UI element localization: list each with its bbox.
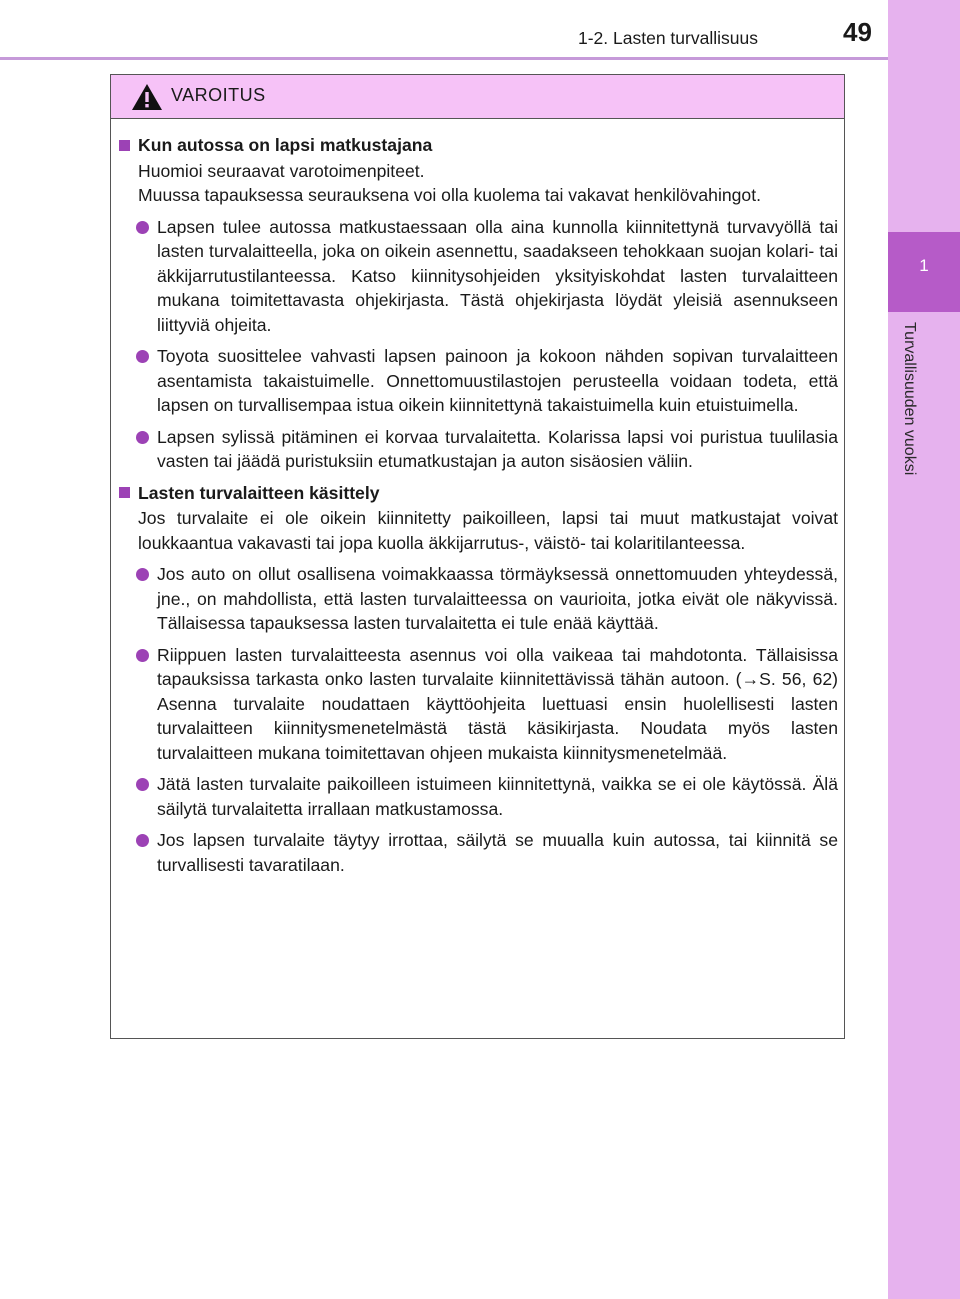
list-item	[117, 344, 838, 418]
section-heading-text: Lasten turvalaitteen käsittely	[138, 482, 380, 503]
chapter-number: 1	[919, 256, 929, 275]
round-bullet-icon	[136, 221, 149, 234]
section-child-passenger	[117, 133, 838, 474]
list-item	[117, 772, 838, 821]
list-item-text: Jos lapsen turvalaite täytyy irrottaa, säilytä se muualla kuin autossa, tai kiinnitä se turvallisesti tavaratilaan.	[157, 830, 838, 875]
round-bullet-icon	[136, 778, 149, 791]
round-bullet-icon	[136, 350, 149, 363]
section-heading	[117, 133, 838, 158]
section-restraint-handling	[117, 481, 838, 878]
list-item-text: Lapsen sylissä pitäminen ei korvaa turvalaitetta. Kolarissa lapsi voi puristua tuulilasia vasten tai jäädä puristuksiin etumatkustajan ja auton sisäosien väliin.	[157, 426, 838, 471]
list-item-text: Riippuen lasten turvalaitteesta asennus voi olla vaikeaa tai mahdotonta. Tällaisissa tapauksissa tarkasta onko lasten turvalaite kiinnitettävissä tähän autoon. (→S. 56, 62) Asenna turvalaite noudattaen käyttöohjeita luettuasi ensin huolellisesti lasten turvalaitteen kiinnitysmenetelmästä tästä käsikirjasta. Noudata myös lasten turvalaitteen mukana toimitettavan ohjeen mukaista kiinnitysmenetelmää.	[157, 644, 838, 763]
warning-title: VAROITUS	[171, 85, 266, 105]
warning-content	[111, 119, 844, 884]
square-bullet-icon	[119, 487, 130, 498]
section-intro: Jos turvalaite ei ole oikein kiinnitetty paikoilleen, lapsi tai muut matkustajat voivat loukkaantua vakavasti tai jopa kuolla äkkijarrutus-, väistö- tai kolaritilanteessa.	[138, 508, 838, 553]
section-intro: Huomioi seuraavat varotoimenpiteet. Muussa tapauksessa seurauksena voi olla kuolema tai vakavat henkilövahingot.	[138, 160, 761, 205]
round-bullet-icon	[136, 649, 149, 662]
warning-triangle-icon	[131, 83, 163, 111]
warning-header	[111, 75, 844, 119]
list-item	[117, 643, 838, 766]
list-item-text: Lapsen tulee autossa matkustaessaan olla aina kunnolla kiinnitettynä turvavyöllä tai lasten turvalaitteella, joka on oikein asennettu, saadakseen tehokkaan suojan kolari- tai äkkijarrutustilanteessa. Katso kiinnitysohjeiden yksityiskohdat lasten turvalaitteen mukana toimitettavasta ohjekirjasta. Tästä ohjekirjasta löydät yleisiä asennukseen liittyviä ohjeita.	[157, 216, 838, 335]
list-item	[117, 562, 838, 636]
chapter-title: Turvallisuuden vuoksi	[901, 322, 918, 476]
warning-box	[110, 74, 845, 1039]
list-item	[117, 828, 838, 877]
chapter-side-tab	[888, 0, 960, 1299]
section-heading-text: Kun autossa on lapsi matkustajana	[138, 135, 433, 155]
list-item	[117, 215, 838, 338]
section-title: 1-2. Lasten turvallisuus	[578, 28, 758, 48]
list-item	[117, 425, 838, 474]
page-number: 49	[843, 17, 872, 47]
square-bullet-icon	[119, 140, 130, 151]
list-item-text: Toyota suosittelee vahvasti lapsen painoon ja kokoon nähden sopivan turvalaitteen asentamista takaistuimelle. Onnettomuustilastojen perusteella voidaan todeta, että lapsen on turvallisempaa istua oikein kiinnitettynä takaistuimella kuin etuistuimella.	[157, 346, 838, 415]
round-bullet-icon	[136, 431, 149, 444]
round-bullet-icon	[136, 568, 149, 581]
list-item-text: Jätä lasten turvalaite paikoilleen istuimeen kiinnitettynä, vaikka se ei ole käytössä. Älä säilytä turvalaitetta irrallaan matkustamossa.	[157, 774, 838, 819]
header-divider	[0, 57, 888, 60]
section-heading	[117, 481, 838, 506]
round-bullet-icon	[136, 834, 149, 847]
list-item-text: Jos auto on ollut osallisena voimakkaassa törmäyksessä onnettomuuden yhteydessä, jne., on mahdollista, että lasten turvalaitteessa on vaurioita, jotka eivät ole näkyvissä. Tällaisessa tapauksessa lasten turvalaitetta ei tule enää käyttää.	[157, 564, 838, 633]
